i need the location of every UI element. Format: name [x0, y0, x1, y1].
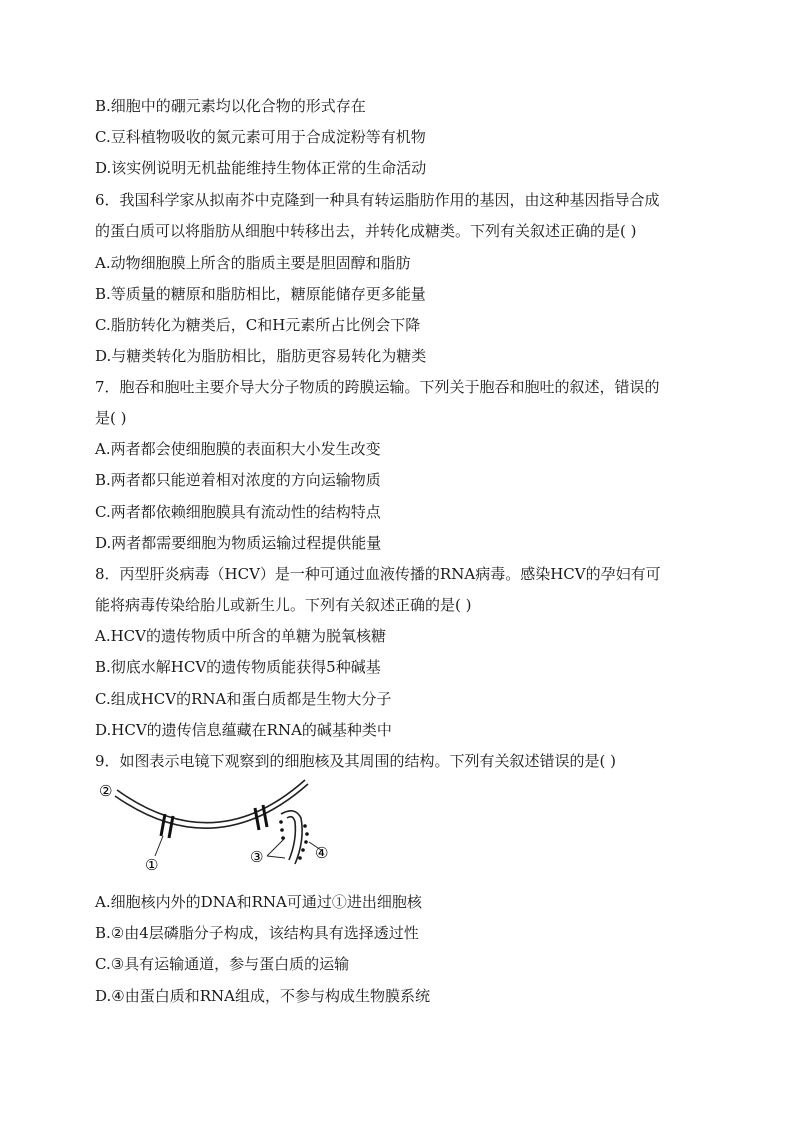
q6-option-a: A.动物细胞膜上所含的脂质主要是胆固醇和脂肪: [95, 254, 411, 272]
q5-option-b: B.细胞中的硼元素均以化合物的形式存在: [95, 97, 366, 115]
q9-option-c: C.③具有运输通道，参与蛋白质的运输: [95, 955, 350, 973]
q6-option-d: D.与糖类转化为脂肪相比，脂肪更容易转化为糖类: [95, 347, 427, 365]
q7-option-a: A.两者都会使细胞膜的表面积大小发生改变: [95, 440, 381, 458]
q8-stem-line2: 能将病毒传染给胎儿或新生儿。下列有关叙述正确的是( ): [95, 596, 472, 614]
q8-option-d: D.HCV的遗传信息蕴藏在RNA的碱基种类中: [95, 721, 392, 739]
q8-option-c: C.组成HCV的RNA和蛋白质都是生物大分子: [95, 690, 392, 708]
q8-option-b: B.彻底水解HCV的遗传物质能获得5种碱基: [95, 658, 381, 676]
q8-stem-line1: 8．丙型肝炎病毒（HCV）是一种可通过血液传播的RNA病毒。感染HCV的孕妇有可: [95, 565, 661, 583]
q7-stem-line2: 是( ): [95, 409, 127, 427]
q9-option-d: D.④由蛋白质和RNA组成，不参与构成生物膜系统: [95, 987, 430, 1005]
nuclear-pore-right: [255, 805, 267, 830]
q6-stem-line1: 6．我国科学家从拟南芥中克隆到一种具有转运脂肪作用的基因，由这种基因指导合成: [95, 191, 660, 209]
label-1: ①: [145, 856, 159, 874]
q9-option-a: A.细胞核内外的DNA和RNA可通过①进出细胞核: [95, 893, 422, 911]
nucleus-diagram: [95, 778, 355, 878]
q5-option-c: C.豆科植物吸收的氮元素可用于合成淀粉等有机物: [95, 128, 426, 146]
q6-stem-line2: 的蛋白质可以将脂肪从细胞中转移出去，并转化成糖类。下列有关叙述正确的是( ): [95, 222, 637, 240]
q9-option-b: B.②由4层磷脂分子构成，该结构具有选择透过性: [95, 924, 419, 942]
q9-stem: 9．如图表示电镜下观察到的细胞核及其周围的结构。下列有关叙述错误的是( ): [95, 752, 617, 770]
label-3: ③: [250, 848, 264, 866]
nuclear-pore-left: [161, 814, 173, 838]
q7-option-d: D.两者都需要细胞为物质运输过程提供能量: [95, 534, 382, 552]
label-4: ④: [315, 844, 329, 862]
q7-option-b: B.两者都只能逆着相对浓度的方向运输物质: [95, 471, 381, 489]
q5-option-d: D.该实例说明无机盐能维持生物体正常的生命活动: [95, 159, 427, 177]
label-2: ②: [99, 782, 113, 800]
q7-option-c: C.两者都依赖细胞膜具有流动性的结构特点: [95, 503, 381, 521]
q8-option-a: A.HCV的遗传物质中所含的单糖为脱氧核糖: [95, 627, 386, 645]
nuclear-envelope-outer: [117, 780, 305, 823]
q6-option-b: B.等质量的糖原和脂肪相比，糖原能储存更多能量: [95, 285, 426, 303]
q6-option-c: C.脂肪转化为糖类后，C和H元素所占比例会下降: [95, 316, 421, 334]
q7-stem-line1: 7．胞吞和胞吐主要介导大分子物质的跨膜运输。下列关于胞吞和胞吐的叙述，错误的: [95, 378, 660, 396]
